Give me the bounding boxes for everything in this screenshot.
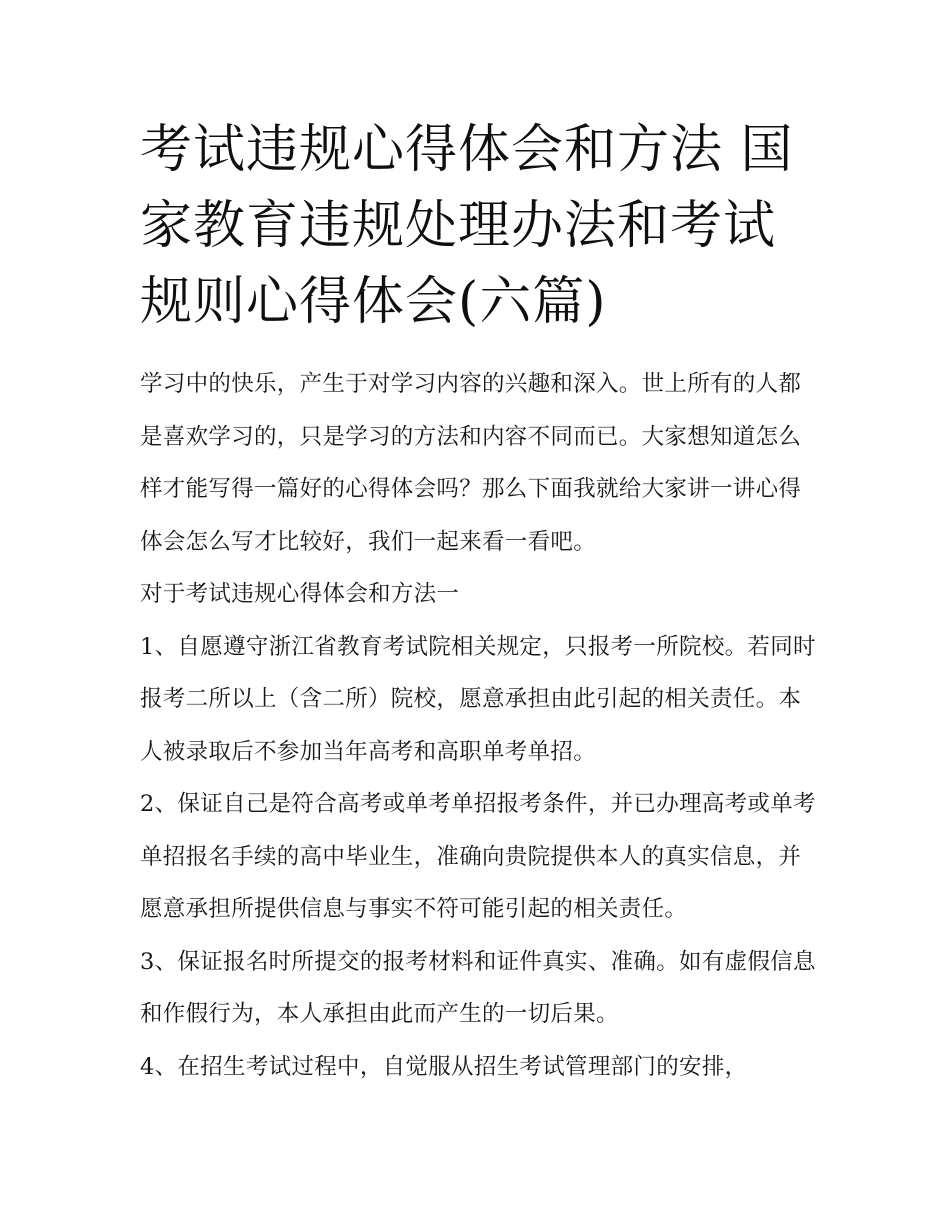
document-page [140,112,820,1093]
document-body [140,358,820,1093]
clause-1: 1、自愿遵守浙江省教育考试院相关规定，只报考一所院校。若同时报考二所以上（含二所）院校，愿意承担由此引起的相关责任。本人被录取后不参加当年高考和高职单考单招。 [140,633,816,765]
clause-3: 3、保证报名时所提交的报考材料和证件真实、准确。如有虚假信息和作假行为，本人承担由此而产生的一切后果。 [140,948,816,1027]
section-heading: 对于考试违规心得体会和方法一 [140,581,460,607]
intro-paragraph: 学习中的快乐，产生于对学习内容的兴趣和深入。世上所有的人都是喜欢学习的，只是学习的方法和内容不同而已。大家想知道怎么样才能写得一篇好的心得体会吗？那么下面我就给大家讲一讲心得体会怎么写才比较好，我们一起来看一看吧。 [140,371,802,555]
document-title: 考试违规心得体会和方法 国家教育违规处理办法和考试规则心得体会(六篇) [140,120,794,332]
clause-4: 4、在招生考试过程中，自觉服从招生考试管理部门的安排， [140,1053,748,1080]
clause-2: 2、保证自己是符合高考或单考单招报考条件，并已办理高考或单考单招报名手续的高中毕业生，准确向贵院提供本人的真实信息，并愿意承担所提供信息与事实不符可能引起的相关责任。 [140,791,816,922]
